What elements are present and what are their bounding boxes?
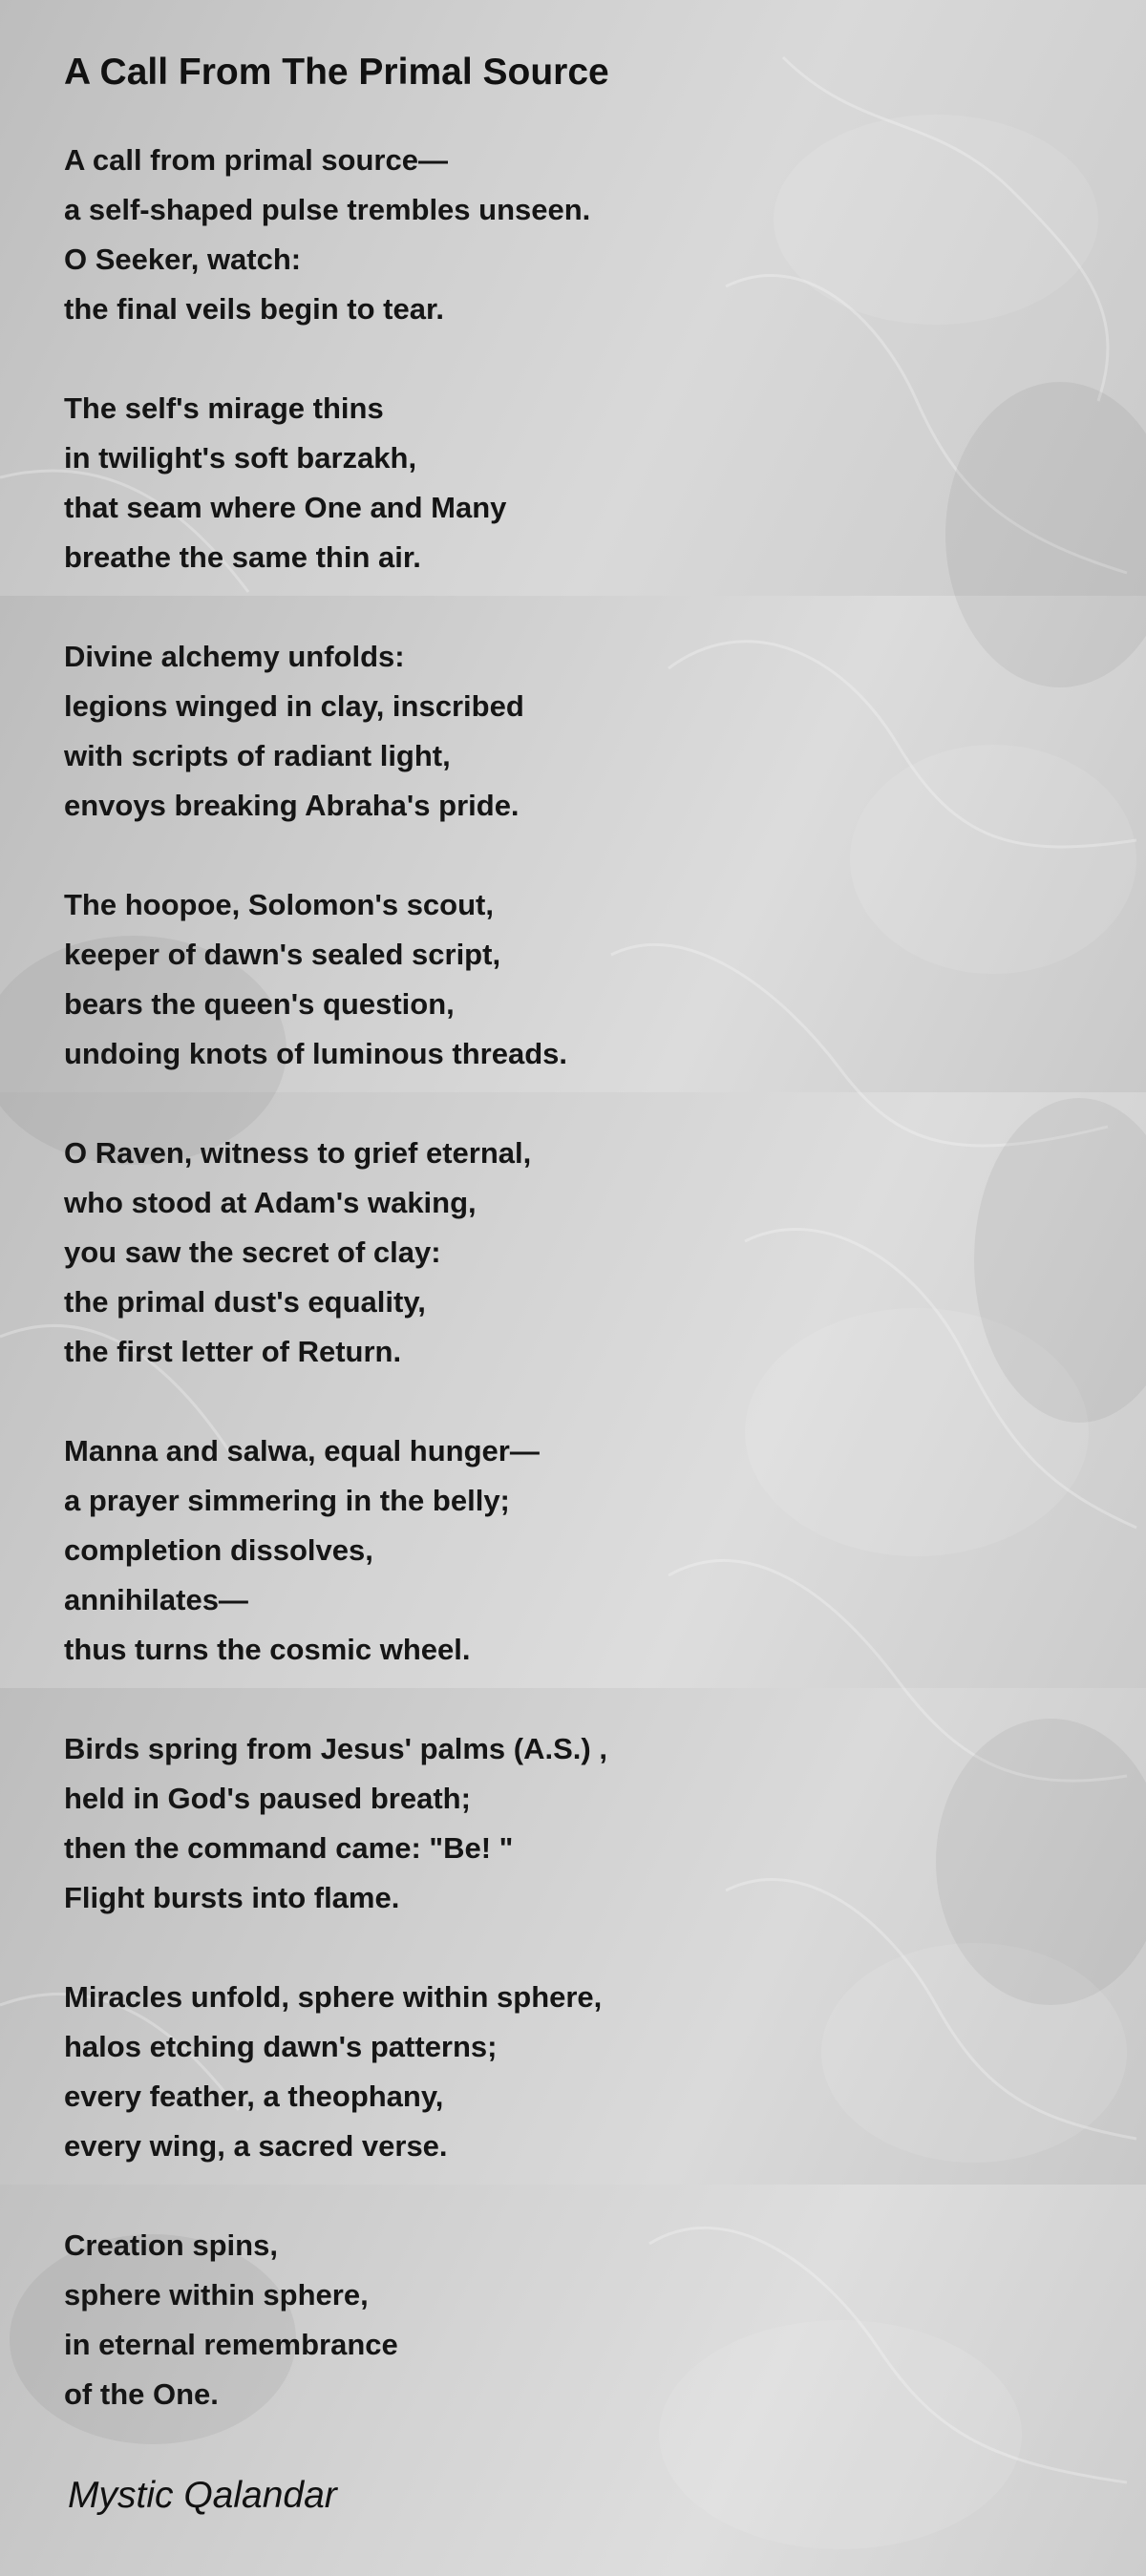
- poem-line: Flight bursts into flame.: [64, 1881, 400, 1914]
- poem-line: of the One.: [64, 2377, 219, 2411]
- poem-line: every feather, a theophany,: [64, 2080, 444, 2113]
- poem-line: a prayer simmering in the belly;: [64, 1484, 510, 1517]
- poem-container: [64, 46, 1076, 2523]
- poem-line: keeper of dawn's sealed script,: [64, 938, 501, 971]
- poem-stanza: [64, 1426, 1076, 1675]
- poem-line: in eternal remembrance: [64, 2328, 398, 2361]
- poem-stanza: [64, 2221, 1076, 2419]
- poem-title: A Call From The Primal Source: [64, 52, 609, 93]
- poem-line: every wing, a sacred verse.: [64, 2129, 448, 2163]
- poem-line: The hoopoe, Solomon's scout,: [64, 888, 494, 921]
- poem-body: [64, 136, 1076, 2419]
- poem-line: halos etching dawn's patterns;: [64, 2030, 498, 2063]
- poem-line: thus turns the cosmic wheel.: [64, 1633, 471, 1666]
- poem-line: O Seeker, watch:: [64, 243, 302, 276]
- poem-stanza: [64, 880, 1076, 1079]
- poem-line: annihilates—: [64, 1583, 248, 1616]
- poem-stanza: [64, 632, 1076, 831]
- poem-line: a self-shaped pulse trembles unseen.: [64, 193, 591, 226]
- poem-line: Miracles unfold, sphere within sphere,: [64, 1980, 603, 2014]
- poem-line: you saw the secret of clay:: [64, 1235, 441, 1269]
- poem-line: breathe the same thin air.: [64, 540, 421, 574]
- poem-line: O Raven, witness to grief eternal,: [64, 1136, 532, 1170]
- poem-stanza: [64, 1724, 1076, 1923]
- poem-author: Mystic Qalandar: [68, 2475, 337, 2516]
- poem-line: Manna and salwa, equal hunger—: [64, 1434, 540, 1467]
- poem-line: completion dissolves,: [64, 1533, 373, 1567]
- poem-line: the primal dust's equality,: [64, 1285, 426, 1319]
- poem-line: bears the queen's question,: [64, 987, 455, 1021]
- poem-line: Birds spring from Jesus' palms (A.S.) ,: [64, 1732, 607, 1765]
- poem-line: legions winged in clay, inscribed: [64, 689, 524, 723]
- poem-line: with scripts of radiant light,: [64, 739, 451, 772]
- poem-stanza: [64, 1129, 1076, 1377]
- poem-line: Divine alchemy unfolds:: [64, 640, 405, 673]
- poem-line: The self's mirage thins: [64, 391, 384, 425]
- poem-stanza: [64, 1973, 1076, 2171]
- poem-stanza: [64, 136, 1076, 334]
- poem-line: that seam where One and Many: [64, 491, 507, 524]
- poem-line: Creation spins,: [64, 2228, 278, 2262]
- poem-line: sphere within sphere,: [64, 2278, 369, 2312]
- poem-stanza: [64, 384, 1076, 582]
- poem-line: held in God's paused breath;: [64, 1782, 471, 1815]
- poem-line: the final veils begin to tear.: [64, 292, 444, 326]
- poem-line: A call from primal source—: [64, 143, 448, 177]
- poem-line: undoing knots of luminous threads.: [64, 1037, 567, 1070]
- poem-line: in twilight's soft barzakh,: [64, 441, 417, 475]
- poem-line: the first letter of Return.: [64, 1335, 402, 1368]
- poem-line: who stood at Adam's waking,: [64, 1186, 477, 1219]
- poem-line: envoys breaking Abraha's pride.: [64, 789, 520, 822]
- poem-line: then the command came: "Be! ": [64, 1831, 514, 1865]
